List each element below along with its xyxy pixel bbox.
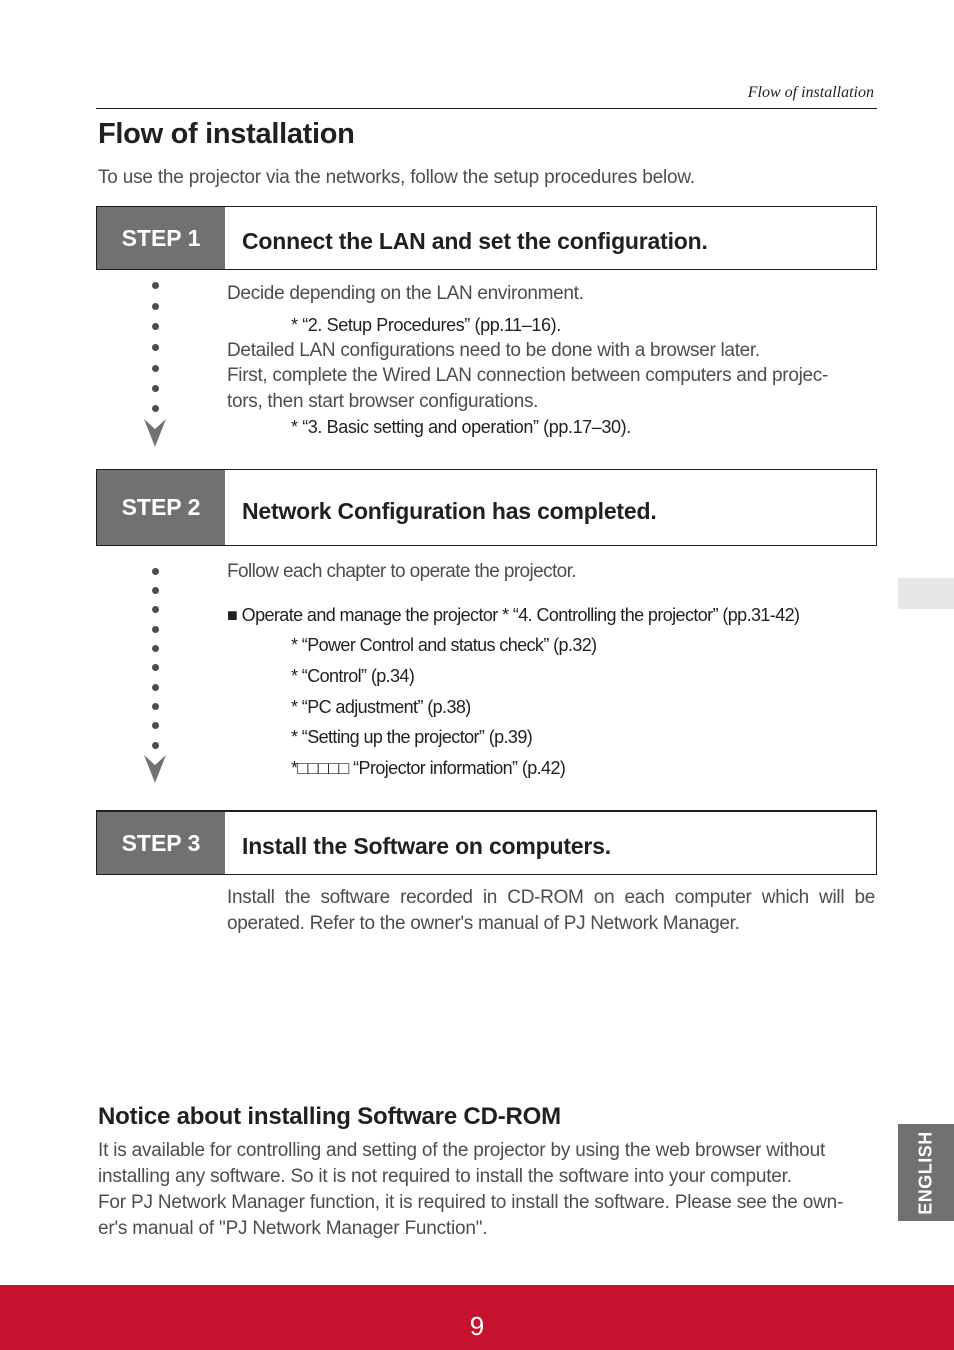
running-header: Flow of installation bbox=[747, 84, 874, 101]
step-1-reference: * “2. Setup Procedures” (pp.11–16). bbox=[291, 315, 561, 335]
step-2-title: Network Configuration has completed. bbox=[242, 498, 657, 524]
step-1-title: Connect the LAN and set the configuration. bbox=[242, 228, 708, 254]
flow-dot bbox=[152, 323, 159, 330]
flow-arrow-icon bbox=[144, 419, 166, 447]
page-number: 9 bbox=[469, 1311, 485, 1341]
notice-line: For PJ Network Manager function, it is required to install the software. Please see the own- bbox=[98, 1192, 844, 1213]
step-3-text: Install the software recorded in CD-ROM on each computer which will be operated. Refer to the owner's manual of PJ Network Manager. bbox=[227, 887, 875, 934]
step-2-reference: * “Setting up the projector” (p.39) bbox=[291, 727, 533, 747]
step-2-label: STEP 2 bbox=[97, 470, 225, 545]
flow-arrow-icon bbox=[144, 755, 166, 783]
flow-dot bbox=[152, 664, 159, 671]
step-2-reference: * “Control” (p.34) bbox=[291, 666, 415, 686]
step-2-reference: *□□□□□ “Projector information” (p.42) bbox=[291, 758, 566, 778]
notice-title: Notice about installing Software CD-ROM bbox=[98, 1103, 561, 1130]
step-3-label: STEP 3 bbox=[97, 812, 225, 874]
page-title: Flow of installation bbox=[98, 118, 355, 150]
step-2-line: Follow each chapter to operate the projector. bbox=[227, 561, 577, 582]
notice-line: er's manual of "PJ Network Manager Function". bbox=[98, 1218, 488, 1239]
step-1-line: Decide depending on the LAN environment. bbox=[227, 283, 584, 304]
flow-dot bbox=[152, 568, 159, 575]
notice-line: installing any software. So it is not required to install the software into your computer. bbox=[98, 1166, 792, 1187]
flow-dot bbox=[152, 303, 159, 310]
language-tab-label: ENGLISH bbox=[915, 1130, 936, 1215]
step-2-flow-connector bbox=[140, 566, 170, 790]
notice-line: It is available for controlling and setting of the projector by using the web browser without bbox=[98, 1140, 826, 1161]
flow-dot bbox=[152, 385, 159, 392]
step-2-bullet: ■ Operate and manage the projector * “4. Controlling the projector” (pp.31-42) bbox=[227, 605, 800, 625]
side-tab-marker bbox=[898, 578, 954, 609]
flow-dot bbox=[152, 587, 159, 594]
flow-dot bbox=[152, 645, 159, 652]
step-2-box bbox=[96, 469, 877, 546]
flow-dot bbox=[152, 684, 159, 691]
step-2-reference: * “PC adjustment” (p.38) bbox=[291, 697, 471, 717]
step-1-label: STEP 1 bbox=[97, 207, 225, 269]
flow-dot bbox=[152, 703, 159, 710]
footer-bar bbox=[0, 1285, 954, 1350]
flow-dot bbox=[152, 365, 159, 372]
step-1-box bbox=[96, 206, 877, 270]
notice-body bbox=[98, 1138, 875, 1242]
flow-dot bbox=[152, 722, 159, 729]
flow-dot bbox=[152, 282, 159, 289]
header-rule bbox=[96, 108, 877, 109]
step-1-reference: * “3. Basic setting and operation” (pp.17–30). bbox=[291, 417, 631, 437]
step-3-title: Install the Software on computers. bbox=[242, 833, 611, 859]
step-1-line: First, complete the Wired LAN connection between computers and projec- bbox=[227, 365, 829, 386]
step-2-reference: * “Power Control and status check” (p.32) bbox=[291, 635, 597, 655]
flow-dot bbox=[152, 405, 159, 412]
language-tab bbox=[898, 1124, 954, 1221]
step-1-line: Detailed LAN configurations need to be done with a browser later. bbox=[227, 340, 760, 361]
flow-dot bbox=[152, 742, 159, 749]
step-1-line: tors, then start browser configurations. bbox=[227, 391, 539, 412]
step-1-flow-connector bbox=[140, 280, 170, 452]
step-3-box bbox=[96, 810, 877, 875]
intro-text: To use the projector via the networks, follow the setup procedures below. bbox=[98, 167, 695, 188]
flow-dot bbox=[152, 626, 159, 633]
flow-dot bbox=[152, 606, 159, 613]
flow-dot bbox=[152, 344, 159, 351]
